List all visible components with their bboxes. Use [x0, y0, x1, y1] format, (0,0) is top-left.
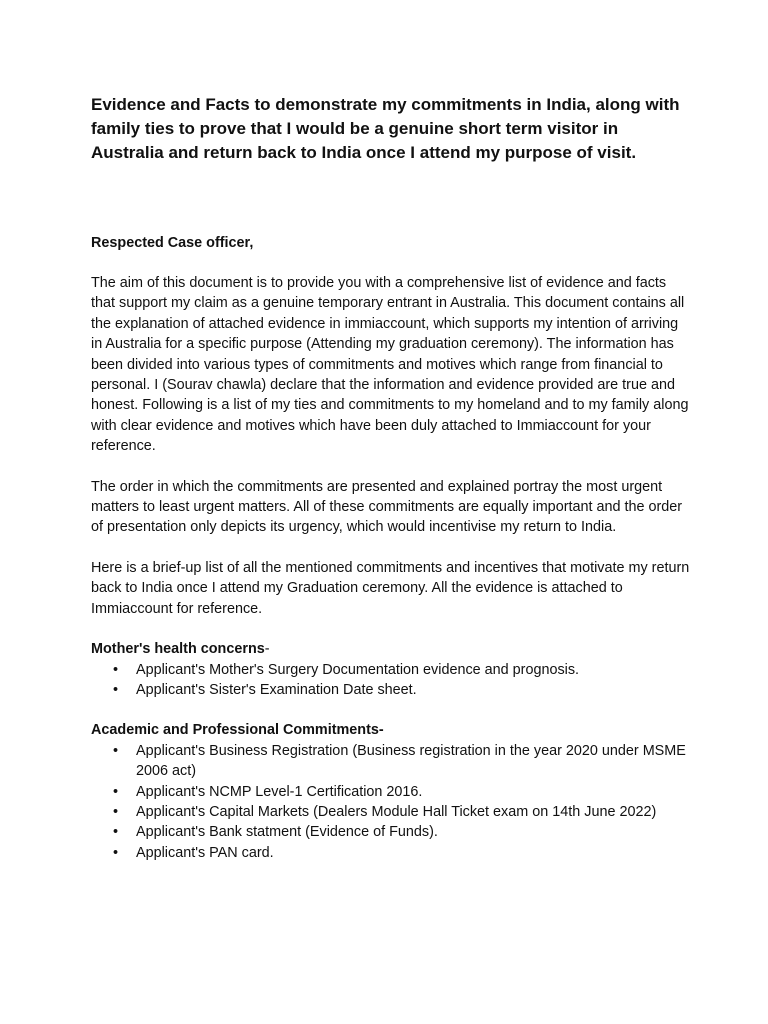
salutation: Respected Case officer,	[91, 235, 254, 251]
list-item: • Applicant's Capital Markets (Dealers Module Hall Ticket exam on 14th June 2022)	[91, 802, 691, 822]
section-heading: Academic and Professional Commitments-	[91, 722, 384, 739]
document-page	[91, 93, 691, 883]
section-academic-professional	[91, 720, 691, 863]
paragraph-order: The order in which the commitments are presented and explained portray the most urgent matters to least urgent matters. All of these commitments are equally important and the order of presentation only depicts its urgency, which would incentivise my return to India.	[91, 478, 683, 536]
bullet-icon: •	[113, 681, 119, 698]
bullet-icon: •	[113, 783, 119, 800]
list-item: • Applicant's PAN card.	[91, 843, 691, 863]
list-item: • Applicant's Mother's Surgery Documentation evidence and prognosis.	[91, 660, 691, 680]
list-item: • Applicant's Business Registration (Business registration in the year 2020 under MSME 2006 act)	[113, 742, 686, 780]
section-heading: Mother's health concerns-	[91, 641, 270, 658]
bullet-list	[91, 660, 691, 701]
bullet-icon: •	[113, 844, 119, 861]
bullet-icon: •	[113, 803, 119, 820]
document-title: Evidence and Facts to demonstrate my commitments in India, along with family ties to prove that I would be a genuine short term visitor in Australia and return back to India once I attend my purpose of visit.	[91, 95, 680, 162]
bullet-list	[91, 741, 691, 863]
paragraph-aim: The aim of this document is to provide you with a comprehensive list of evidence and facts that support my claim as a genuine temporary entrant in Australia. This document contains all the explanation of attached evidence in immiaccount, which supports my intention of arriving in Australia for a specific purpose (Attending my graduation ceremony). The information has been divided into various types of commitments and motives which range from financial to personal. I (Sourav chawla) declare that the information and evidence provided are true and honest. Following is a list of my ties and commitments to my homeland and to my family along with clear evidence and motives which have been duly attached to Immiaccount for your reference.	[91, 275, 689, 455]
bullet-icon: •	[113, 742, 119, 759]
section-mothers-health	[91, 639, 691, 700]
paragraph-summary: Here is a brief-up list of all the mentioned commitments and incentives that motivate my return back to India once I attend my Graduation ceremony. All the evidence is attached to Immiaccount for reference.	[91, 559, 690, 617]
list-item: • Applicant's Bank statment (Evidence of Funds).	[91, 822, 691, 842]
list-item: • Applicant's NCMP Level-1 Certification 2016.	[91, 782, 691, 802]
bullet-icon: •	[113, 824, 119, 841]
list-item: • Applicant's Sister's Examination Date sheet.	[91, 680, 691, 700]
bullet-icon: •	[113, 661, 119, 678]
